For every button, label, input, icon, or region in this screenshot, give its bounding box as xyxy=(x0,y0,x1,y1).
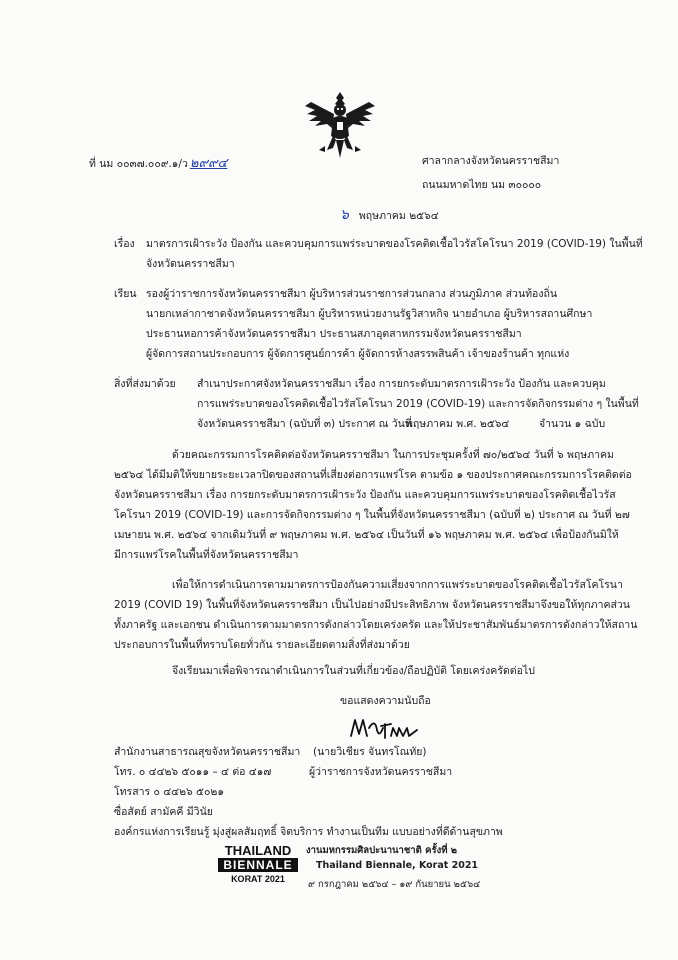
date-month-year: พฤษภาคม ๒๕๖๔ xyxy=(358,210,439,222)
logo-line3: KORAT 2021 xyxy=(231,874,285,884)
subject-label: เรื่อง xyxy=(114,238,135,250)
body-paragraph1-line6: มีการแพร่โรคในพื้นที่จังหวัดนครราชสีมา xyxy=(114,549,299,561)
recipients-line3: ประธานหอการค้าจังหวัดนครราชสีมา ประธานสภาอุตสาหกรรมจังหวัดนครราชสีมา xyxy=(146,328,522,340)
body-paragraph1-line1: ด้วยคณะกรรมการโรคติดต่อจังหวัดนครราชสีมา ในการประชุมครั้งที่ ๗๐/๒๕๖๔ วันที่ ๖ พฤษภาคม xyxy=(172,449,614,461)
enclosure-line3b: พฤษภาคม พ.ศ. ๒๕๖๔ xyxy=(406,418,510,430)
body-paragraph1-line3: จังหวัดนครราชสีมา เรื่อง การยกระดับมาตรการเฝ้าระวัง ป้องกัน และควบคุมการแพร่ระบาดของโรคติดเชื้อไวรัส xyxy=(114,489,616,501)
enclosure-line3c: จำนวน ๑ ฉบับ xyxy=(539,418,606,430)
office-address-line2: ถนนมหาดไทย นม ๓๐๐๐๐ xyxy=(422,179,542,191)
contact-honest-line: ซื่อสัตย์ สามัคคี มีวินัย xyxy=(114,806,213,818)
contact-motto: องค์กรแห่งการเรียนรู้ มุ่งสู่ผลสัมฤทธิ์ จิตบริการ ทำงานเป็นทีม แบบอย่างที่ดีด้านสุขภาพ xyxy=(114,826,503,838)
signer-name: (นายวิเชียร จันทรโณทัย) xyxy=(313,746,427,758)
thailand-biennale-logo xyxy=(218,843,298,887)
enclosure-line1: สำเนาประกาศจังหวัดนครราชสีมา เรื่อง การยกระดับมาตรการเฝ้าระวัง ป้องกัน และควบคุม xyxy=(197,378,606,390)
closing-regards: ขอแสดงความนับถือ xyxy=(340,695,431,707)
body-paragraph2-line3: ทั้งภาครัฐ และเอกชน ดำเนินการตามมาตรการดังกล่าวโดยเคร่งครัด และให้ประชาสัมพันธ์มาตรการดังกล่าวให้สถาน xyxy=(114,619,638,631)
recipients-line4: ผู้จัดการสถานประกอบการ ผู้จัดการศูนย์การค้า ผู้จัดการห้างสรรพสินค้า เจ้าของร้านค้า ทุกแห่ง xyxy=(146,348,570,360)
body-paragraph2-line4: ประกอบการในพื้นที่ทราบโดยทั่วกัน รายละเอียดตามสิ่งที่ส่งมาด้วย xyxy=(114,639,410,651)
body-paragraph1-line4: โคโรนา 2019 (COVID-19) และการจัดกิจกรรมต่าง ๆ ในพื้นที่จังหวัดนครราชสีมา (ฉบับที่ ๒) ประกาศ ณ วันที่ ๒๗ xyxy=(114,509,630,521)
document-date xyxy=(340,204,439,226)
signer-title: ผู้ว่าราชการจังหวัดนครราชสีมา xyxy=(309,766,453,778)
garuda-emblem-icon xyxy=(303,88,377,160)
office-address-line1: ศาลากลางจังหวัดนครราชสีมา xyxy=(422,155,560,167)
body-paragraph2-line2: 2019 (COVID 19) ในพื้นที่จังหวัดนครราชสีมา เป็นไปอย่างมีประสิทธิภาพ จังหวัดนครราชสีมาจึงขอให้ทุกภาคส่วน xyxy=(114,599,630,611)
footer-event-dates: ๙ กรกฎาคม ๒๕๖๔ – ๑๙ กันยายน ๒๕๖๔ xyxy=(308,879,481,890)
body-paragraph3: จึงเรียนมาเพื่อพิจารณาดำเนินการในส่วนที่เกี่ยวข้อง/ถือปฏิบัติ โดยเคร่งครัดต่อไป xyxy=(172,665,535,677)
reference-prefix: ที่ นม ๐๐๓๗.๐๐๙.๑/ว xyxy=(89,158,188,170)
subject-line2: จังหวัดนครราชสีมา xyxy=(146,258,235,270)
contact-phone: โทร. ๐ ๔๔๒๖ ๕๐๑๑ – ๔ ต่อ ๔๑๗ xyxy=(114,766,272,778)
contact-office: สำนักงานสาธารณสุขจังหวัดนครราชสีมา xyxy=(114,746,301,758)
reference-number xyxy=(89,152,227,173)
recipients-line2: นายกเหล่ากาชาดจังหวัดนครราชสีมา ผู้บริหารหน่วยงานรัฐวิสาหกิจ นายอำเภอ ผู้บริหารสถานศึกษา xyxy=(146,308,593,320)
footer-event-english: Thailand Biennale, Korat 2021 xyxy=(316,860,479,871)
contact-fax: โทรสาร ๐ ๔๔๒๖ ๕๐๒๑ xyxy=(114,786,224,798)
recipients-label: เรียน xyxy=(114,288,137,300)
enclosure-line3a: จังหวัดนครราชสีมา (ฉบับที่ ๓) ประกาศ ณ วันที่ xyxy=(197,418,412,430)
body-paragraph2-line1: เพื่อให้การดำเนินการตามมาตรการป้องกันความเสี่ยงจากการแพร่ระบาดของโรคติดเชื้อไวรัสโคโรนา xyxy=(172,579,623,591)
signature-icon xyxy=(347,714,423,742)
date-handwritten-day: ๖ xyxy=(340,207,349,223)
reference-handwritten-number: ๒๙๙๔ xyxy=(189,156,228,171)
footer-event-thai: งานมหกรรมศิลปะนานาชาติ ครั้งที่ ๒ xyxy=(306,845,458,856)
enclosure-label: สิ่งที่ส่งมาด้วย xyxy=(114,378,176,390)
recipients-line1: รองผู้ว่าราชการจังหวัดนครราชสีมา ผู้บริหารส่วนราชการส่วนกลาง ส่วนภูมิภาค ส่วนท้องถิ่น xyxy=(146,288,558,300)
logo-line2: BIENNALE xyxy=(218,858,298,872)
enclosure-line2: การแพร่ระบาดของโรคติดเชื้อไวรัสโคโรนา 2019 (COVID-19) และการจัดกิจกรรมต่าง ๆ ในพื้นที่ xyxy=(197,398,639,410)
subject-line1: มาตรการเฝ้าระวัง ป้องกัน และควบคุมการแพร่ระบาดของโรคติดเชื้อไวรัสโคโรนา 2019 (COVID-19) ในพื้นที่ xyxy=(146,238,643,250)
body-paragraph1-line5: เมษายน พ.ศ. ๒๕๖๔ จากเดิมวันที่ ๙ พฤษภาคม พ.ศ. ๒๕๖๔ เป็นวันที่ ๑๖ พฤษภาคม พ.ศ. ๒๕๖๔ เพื่อป้องกันมิให้ xyxy=(114,529,619,541)
logo-line1: THAILAND xyxy=(224,843,292,858)
body-paragraph1-line2: ๒๕๖๔ ได้มีมติให้ขยายระยะเวลาปิดของสถานที่เสี่ยงต่อการแพร่โรค ตามข้อ ๑ ของประกาศคณะกรรมการโรคติดต่อ xyxy=(114,469,632,481)
